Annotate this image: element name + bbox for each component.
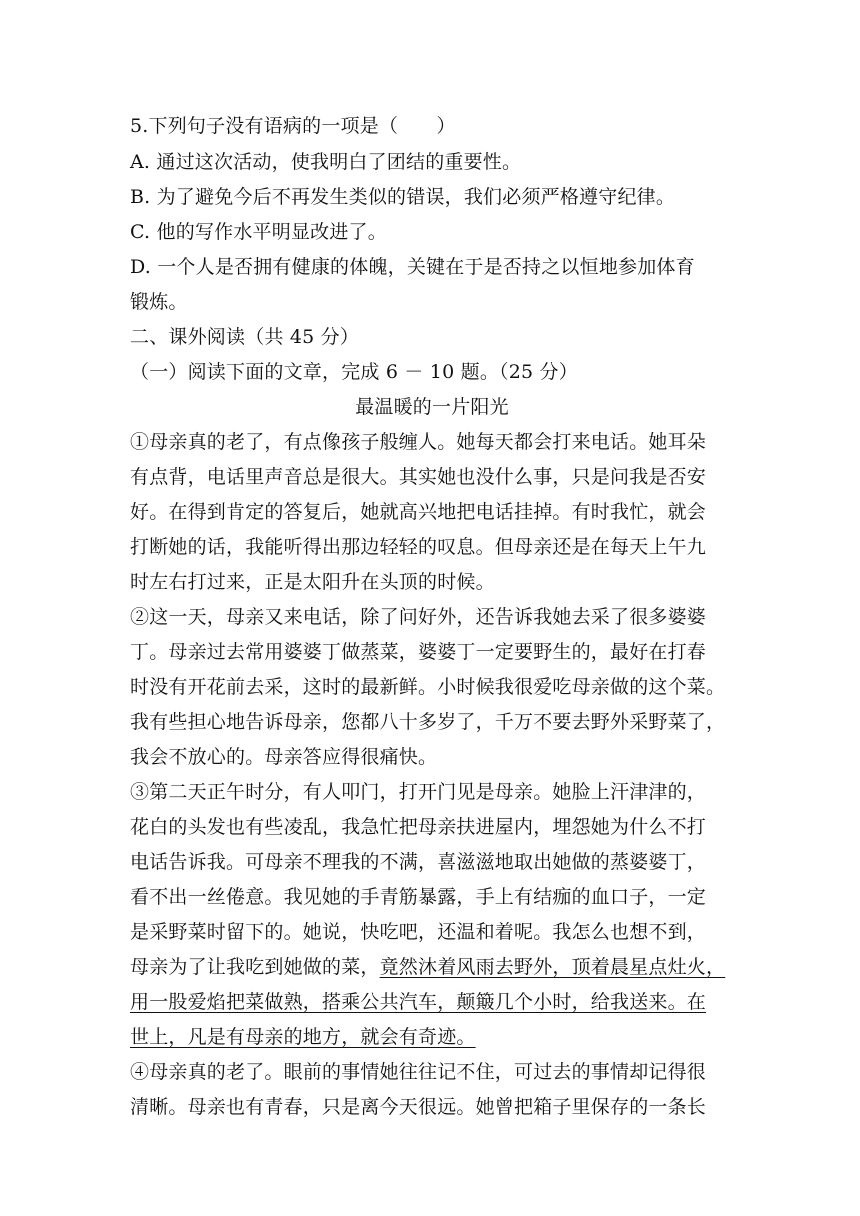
paragraph-1-line: 时左右打过来，正是太阳升在头顶的时候。	[130, 571, 495, 593]
question-5-option-d: D. 一个人是否拥有健康的体魄，关键在于是否持之以恒地参加体育	[130, 256, 695, 278]
paragraph-3-line	[130, 955, 734, 979]
paragraph-3-line: 是采野菜时留下的。她说，快吃吧，还温和着呢。我怎么也想不到，	[130, 921, 707, 943]
underlined-sentence: 竟然沐着风雨去野外，顶着晨星点灶火，	[379, 956, 726, 978]
underlined-sentence: 用一股爱焰把菜做熟，搭乘公共汽车，颠簸几个小时，给我送来。在	[130, 991, 707, 1013]
paragraph-3-line: ③第二天正午时分，有人叩门，打开门见是母亲。她脸上汗津津的，	[130, 781, 707, 803]
paragraph-2-line: 时没有开花前去采，这时的最新鲜。小时候我很爱吃母亲做的这个菜。	[130, 676, 726, 698]
paragraph-1-line: ①母亲真的老了，有点像孩子般缠人。她每天都会打来电话。她耳朵	[130, 431, 707, 453]
section-heading: 二、课外阅读（共 45 分）	[130, 326, 360, 348]
paragraph-2-line: 我会不放心的。母亲答应得很痛快。	[130, 746, 438, 768]
paragraph-1-line: 好。在得到肯定的答复后，她就高兴地把电话挂掉。有时我忙，就会	[130, 501, 707, 523]
paragraph-3-line	[130, 1025, 734, 1049]
paragraph-1-line: 打断她的话，我能听得出那边轻轻的叹息。但母亲还是在每天上午九	[130, 536, 707, 558]
paragraph-1-line: 有点背，电话里声音总是很大。其实她也没什么事，只是问我是否安	[130, 466, 707, 488]
question-5-option-b: B. 为了避免今后不再发生类似的错误，我们必须严格遵守纪律。	[130, 186, 676, 208]
question-5-option-d-continued: 锻炼。	[130, 291, 188, 313]
paragraph-2-line: ②这一天，母亲又来电话，除了问好外，还告诉我她去采了很多婆婆	[130, 606, 707, 628]
paragraph-4-line: ④母亲真的老了。眼前的事情她往往记不住，可过去的事情却记得很	[130, 1061, 707, 1083]
paragraph-3-line: 电话告诉我。可母亲不理我的不满，喜滋滋地取出她做的蒸婆婆丁，	[130, 851, 707, 873]
section-sub-heading: （一）阅读下面的文章，完成 6 － 10 题。（25 分）	[130, 361, 578, 383]
paragraph-2-line: 丁。母亲过去常用婆婆丁做蒸菜，婆婆丁一定要野生的，最好在打春	[130, 641, 707, 663]
question-5-option-c: C. 他的写作水平明显改进了。	[130, 221, 387, 243]
article-title: 最温暖的一片阳光	[355, 396, 509, 418]
paragraph-4-line: 清晰。母亲也有青春，只是离今天很远。她曾把箱子里保存的一条长	[130, 1096, 707, 1118]
paragraph-2-line: 我有些担心地告诉母亲，您都八十多岁了，千万不要去野外采野菜了，	[130, 711, 726, 733]
paragraph-3-line	[130, 990, 734, 1014]
paragraph-3-line: 花白的头发也有些凌乱，我急忙把母亲扶进屋内，埋怨她为什么不打	[130, 816, 707, 838]
paragraph-3-plain-text: 母亲为了让我吃到她做的菜，	[130, 956, 380, 978]
paragraph-3-line: 看不出一丝倦意。我见她的手青筋暴露，手上有结痂的血口子，一定	[130, 886, 707, 908]
underlined-sentence: 世上，凡是有母亲的地方，就会有奇迹。	[130, 1026, 476, 1048]
question-5-option-a: A. 通过这次活动，使我明白了团结的重要性。	[130, 151, 522, 173]
question-5-stem: 5.下列句子没有语病的一项是（ ）	[130, 115, 456, 137]
